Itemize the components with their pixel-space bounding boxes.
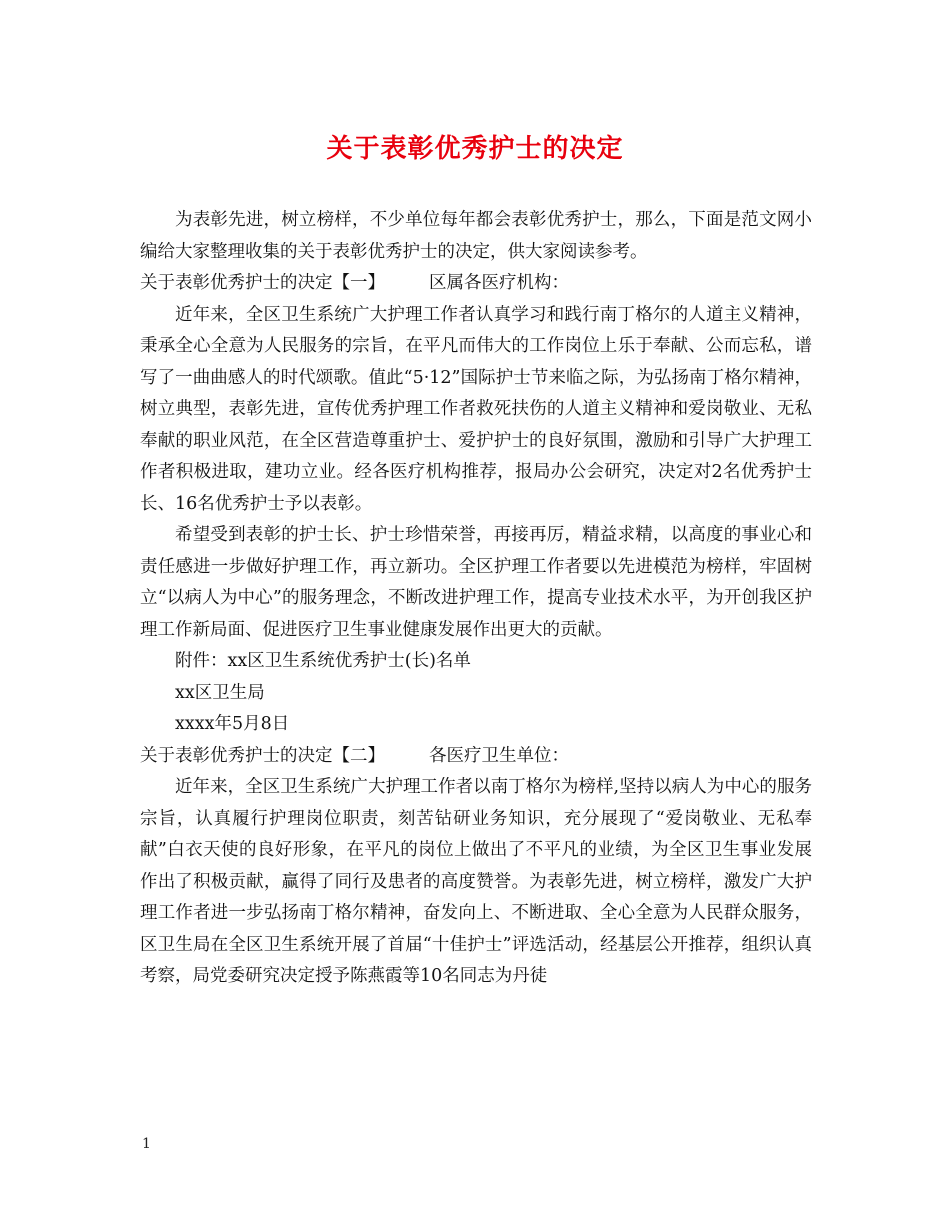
document-body (140, 205, 812, 993)
section-heading-addressee: 区属各医疗机构： (429, 273, 569, 293)
intro-paragraph: 为表彰先进，树立榜样，不少单位每年都会表彰优秀护士，那么，下面是范文网小编给大家整理收集的关于表彰优秀护士的决定，供大家阅读参考。 (140, 210, 812, 262)
attachment-line: 附件：xx区卫生系统优秀护士(长)名单 (175, 651, 471, 671)
body-paragraph: 希望受到表彰的护士长、护士珍惜荣誉，再接再厉，精益求精，以高度的事业心和责任感进一步做好护理工作，再立新功。全区护理工作者要以先进模范为榜样，牢固树立“以病人为中心”的服务理念，不断改进护理工作，提高专业技术水平，为开创我区护理工作新局面、促进医疗卫生事业健康发展作出更大的贡献。 (140, 525, 812, 640)
section-heading-two (140, 741, 812, 773)
body-paragraph: 近年来，全区卫生系统广大护理工作者认真学习和践行南丁格尔的人道主义精神，秉承全心全意为人民服务的宗旨，在平凡而伟大的工作岗位上乐于奉献、公而忘私，谱写了一曲曲感人的时代颂歌。值此“5·12”国际护士节来临之际，为弘扬南丁格尔精神，树立典型，表彰先进，宣传优秀护理工作者救死扶伤的人道主义精神和爱岗敬业、无私奉献的职业风范，在全区营造尊重护士、爱护护士的良好氛围，激励和引导广大护理工作者积极进取，建功立业。经各医疗机构推荐，报局办公会研究，决定对2名优秀护士长、16名优秀护士予以表彰。 (140, 304, 812, 514)
signature-org: xx区卫生局 (175, 682, 265, 703)
section-heading-addressee: 各医疗卫生单位： (429, 745, 569, 766)
section-heading-label: 关于表彰优秀护士的决定【二】 (140, 745, 385, 766)
section-heading-label: 关于表彰优秀护士的决定【一】 (140, 273, 385, 293)
body-paragraph: 近年来，全区卫生系统广大护理工作者以南丁格尔为榜样,坚持以病人为中心的服务宗旨，认真履行护理岗位职责，刻苦钻研业务知识，充分展现了“爱岗敬业、无私奉献”白衣天使的良好形象，在平凡的岗位上做出了不平凡的业绩，为全区卫生事业发展作出了积极贡献，赢得了同行及患者的高度赞誉。为表彰先进，树立榜样，激发广大护理工作者进一步弘扬南丁格尔精神，奋发向上、不断进取、全心全意为人民群众服务，区卫生局在全区卫生系统开展了首届“十佳护士”评选活动，经基层公开推荐，组织认真考察，局党委研究决定授予陈燕霞等10名同志为丹徒 (140, 777, 812, 986)
page-number: 1 (142, 1136, 151, 1152)
section-heading-one (140, 268, 812, 300)
signature-date: xxxx年5月8日 (175, 714, 290, 734)
document-title: 关于表彰优秀护士的决定 (326, 134, 624, 164)
